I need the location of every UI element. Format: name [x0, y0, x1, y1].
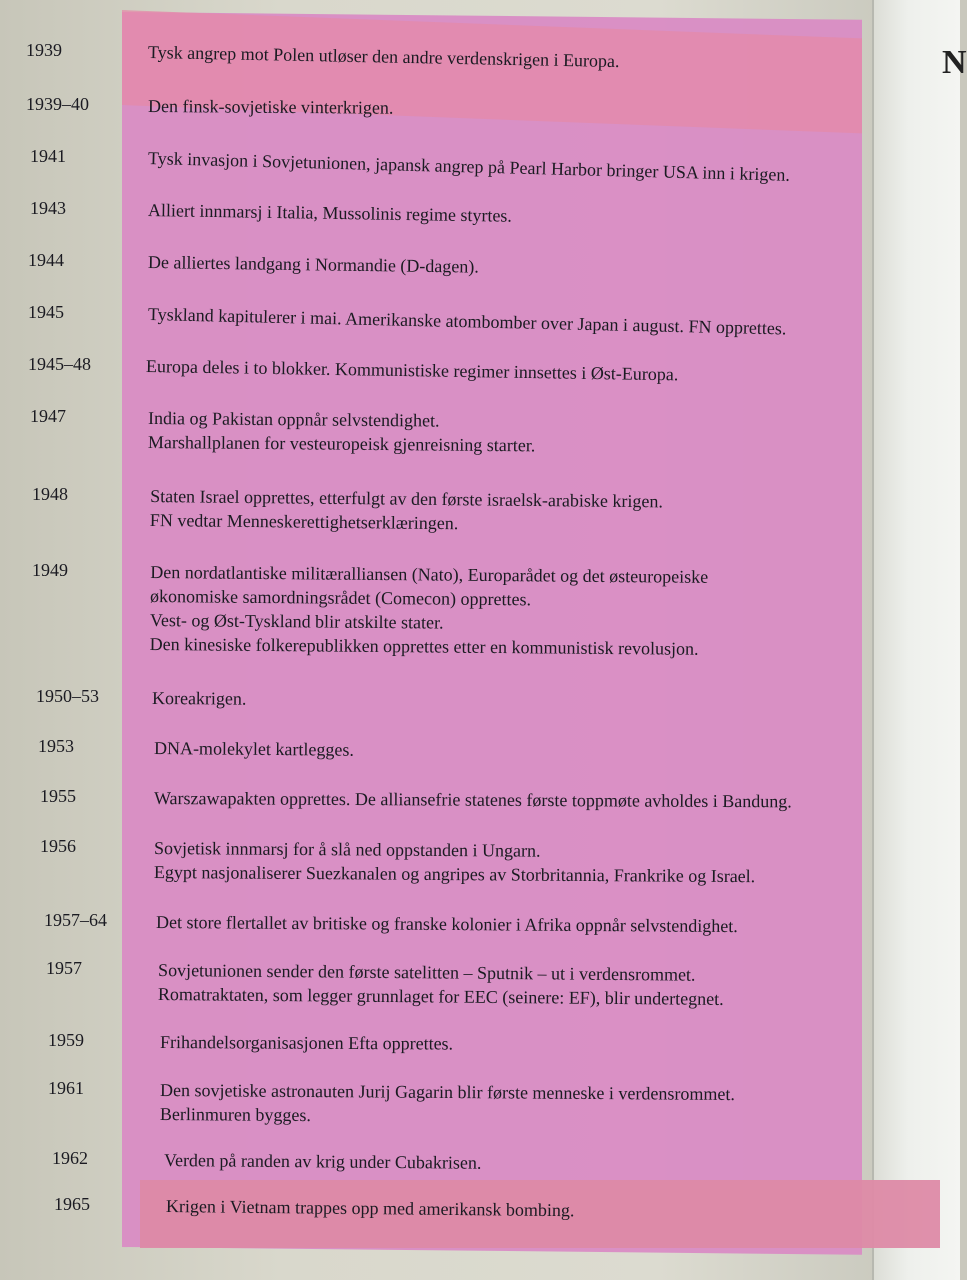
timeline-event-line: Berlinmuren bygges.: [159, 1104, 311, 1126]
timeline-year: 1965: [54, 1194, 90, 1214]
timeline-event-line: FN vedtar Menneskerettighetserklæringen.: [149, 509, 459, 534]
timeline-event-line: De alliertes landgang i Normandie (D-dagen).: [147, 252, 479, 277]
timeline-year: 1962: [52, 1148, 88, 1168]
timeline-event: [158, 958, 724, 1011]
timeline-event-line: Koreakrigen.: [151, 688, 247, 709]
timeline-event-line: Det store flertallet av britiske og franske kolonier i Afrika oppnår selvstendighet.: [155, 912, 738, 937]
timeline-event-line: Verden på randen av krig under Cubakrisen.: [163, 1150, 482, 1173]
timeline-year: 1950–53: [36, 686, 99, 706]
timeline-event: [152, 686, 247, 711]
timeline-event: [154, 836, 756, 888]
timeline-event: [154, 736, 354, 762]
timeline-event-line: DNA-molekylet kartlegges.: [153, 738, 355, 760]
timeline-event-line: økonomiske samordningsrådet (Comecon) opprettes.: [150, 586, 532, 610]
timeline-event: [160, 1030, 453, 1056]
timeline-event-line: Egypt nasjonaliserer Suezkanalen og angripes av Storbritannia, Frankrike og Israel.: [153, 861, 756, 887]
timeline-year: 1957: [46, 958, 82, 978]
timeline-event-line: Krigen i Vietnam trappes opp med amerikansk bombing.: [165, 1196, 575, 1221]
timeline-event-line: Staten Israel opprettes, etterfulgt av den første israelsk-arabiske krigen.: [150, 486, 664, 512]
timeline-event: [148, 406, 536, 457]
timeline-year: 1959: [48, 1030, 84, 1050]
timeline-event-line: Tyskland kapitulerer i mai. Amerikanske atombomber over Japan i august. FN opprettes.: [147, 304, 787, 339]
timeline-event: [154, 786, 792, 813]
timeline-event: [150, 560, 709, 661]
timeline-event: [148, 94, 394, 120]
timeline-year: 1947: [30, 406, 66, 426]
timeline-year: 1949: [32, 560, 68, 580]
timeline-event-line: Europa deles i to blokker. Kommunistiske regimer innsettes i Øst-Europa.: [145, 356, 679, 385]
timeline-event-line: Sovjetisk innmarsj for å slå ned oppstanden i Ungarn.: [154, 838, 541, 861]
timeline-event: [164, 1148, 482, 1175]
timeline-year: 1953: [38, 736, 74, 756]
timeline-year: 1944: [28, 250, 64, 270]
timeline-event: [148, 250, 479, 279]
timeline-year: 1939: [26, 40, 62, 60]
timeline-year: 1948: [32, 484, 68, 504]
timeline-event-line: Tysk invasjon i Sovjetunionen, japansk angrep på Pearl Harbor bringer USA inn i krigen.: [147, 148, 791, 185]
timeline-year: 1939–40: [26, 94, 89, 114]
timeline-event: [160, 1078, 735, 1130]
timeline-year: 1945–48: [28, 354, 91, 374]
timeline-event: [156, 910, 738, 938]
timeline-year: 1941: [30, 146, 66, 166]
timeline-year: 1955: [40, 786, 76, 806]
timeline-event-line: India og Pakistan oppnår selvstendighet.: [148, 408, 440, 431]
timeline-event-line: Frihandelsorganisasjonen Efta opprettes.: [159, 1032, 454, 1054]
timeline-event-line: Alliert innmarsj i Italia, Mussolinis regime styrtes.: [147, 200, 513, 226]
timeline-year: 1961: [48, 1078, 84, 1098]
timeline-event-line: Den nordatlantiske militæralliansen (Nato), Europarådet og det østeuropeiske: [150, 562, 709, 587]
timeline-year: 1943: [30, 198, 66, 218]
timeline-event-line: Romatraktaten, som legger grunnlaget for EEC (seinere: EF), blir undertegnet.: [157, 983, 724, 1009]
timeline-event-line: Marshallplanen for vesteuropeisk gjenreisning starter.: [147, 431, 536, 456]
timeline-event: [150, 484, 663, 537]
timeline-event-line: Den kinesiske folkerepublikken opprettes etter en kommunistisk revolusjon.: [149, 633, 699, 659]
timeline-event: [166, 1194, 575, 1222]
adjacent-page-edge: [872, 0, 967, 1280]
timeline-event-line: Tysk angrep mot Polen utløser den andre verdenskrigen i Europa.: [147, 42, 620, 72]
timeline-event-line: Den sovjetiske astronauten Jurij Gagarin blir første menneske i verdensrommet.: [160, 1080, 735, 1105]
timeline-year: 1957–64: [44, 910, 107, 930]
timeline-event-line: Den finsk-sovjetiske vinterkrigen.: [147, 96, 394, 118]
timeline-year: 1956: [40, 836, 76, 856]
timeline-event-line: Warszawapakten opprettes. De alliansefrie statenes første toppmøte avholdes i Bandung.: [153, 788, 792, 812]
timeline-event-line: Vest- og Øst-Tyskland blir atskilte stater.: [149, 609, 444, 633]
adjacent-page-letter: N: [942, 44, 967, 81]
timeline-year: 1945: [28, 302, 64, 322]
timeline-event-line: Sovjetunionen sender den første satelitten – Sputnik – ut i verdensrommet.: [158, 960, 696, 985]
